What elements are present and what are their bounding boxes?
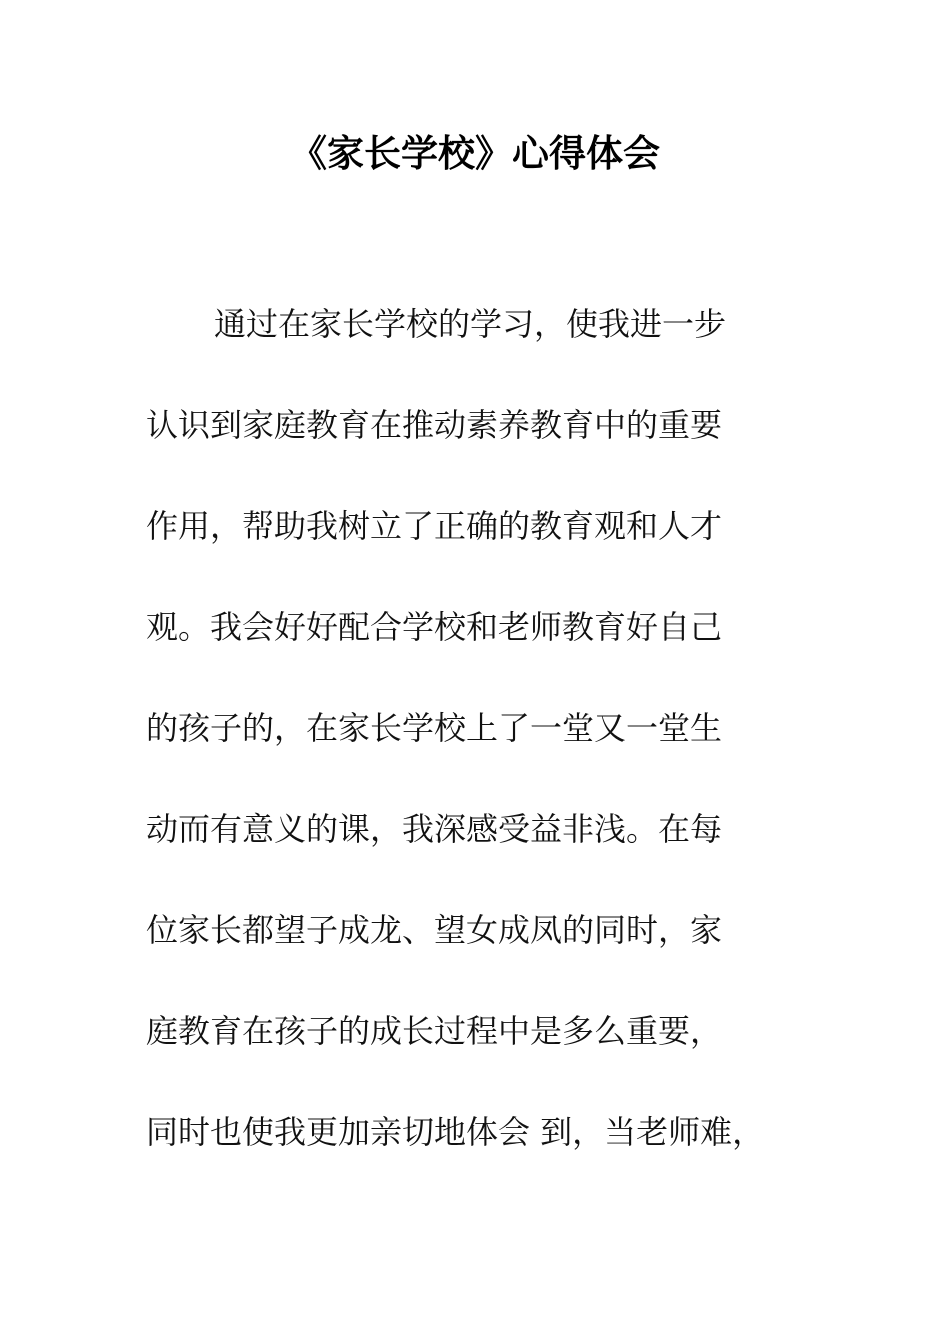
- body-line: 庭教育在孩子的成长过程中是多么重要，: [146, 1012, 723, 1050]
- body-line: 动而有意义的课，我深感受益非浅。在每: [146, 810, 723, 848]
- body-line: 通过在家长学校的学习，使我进一步: [214, 305, 727, 343]
- body-line: 作用，帮助我树立了正确的教育观和人才: [146, 507, 723, 545]
- document-title: 《家长学校》心得体会: [290, 132, 660, 175]
- body-line: 观。我会好好配合学校和老师教育好自己: [146, 608, 723, 646]
- body-line: 同时也使我更加亲切地体会 到，当老师难，: [146, 1113, 765, 1151]
- body-line: 认识到家庭教育在推动素养教育中的重要: [146, 406, 723, 444]
- document-body: [146, 296, 826, 1205]
- body-line: 的孩子的，在家长学校上了一堂又一堂生: [146, 709, 723, 747]
- body-line: 位家长都望子成龙、望女成凤的同时，家: [146, 911, 723, 949]
